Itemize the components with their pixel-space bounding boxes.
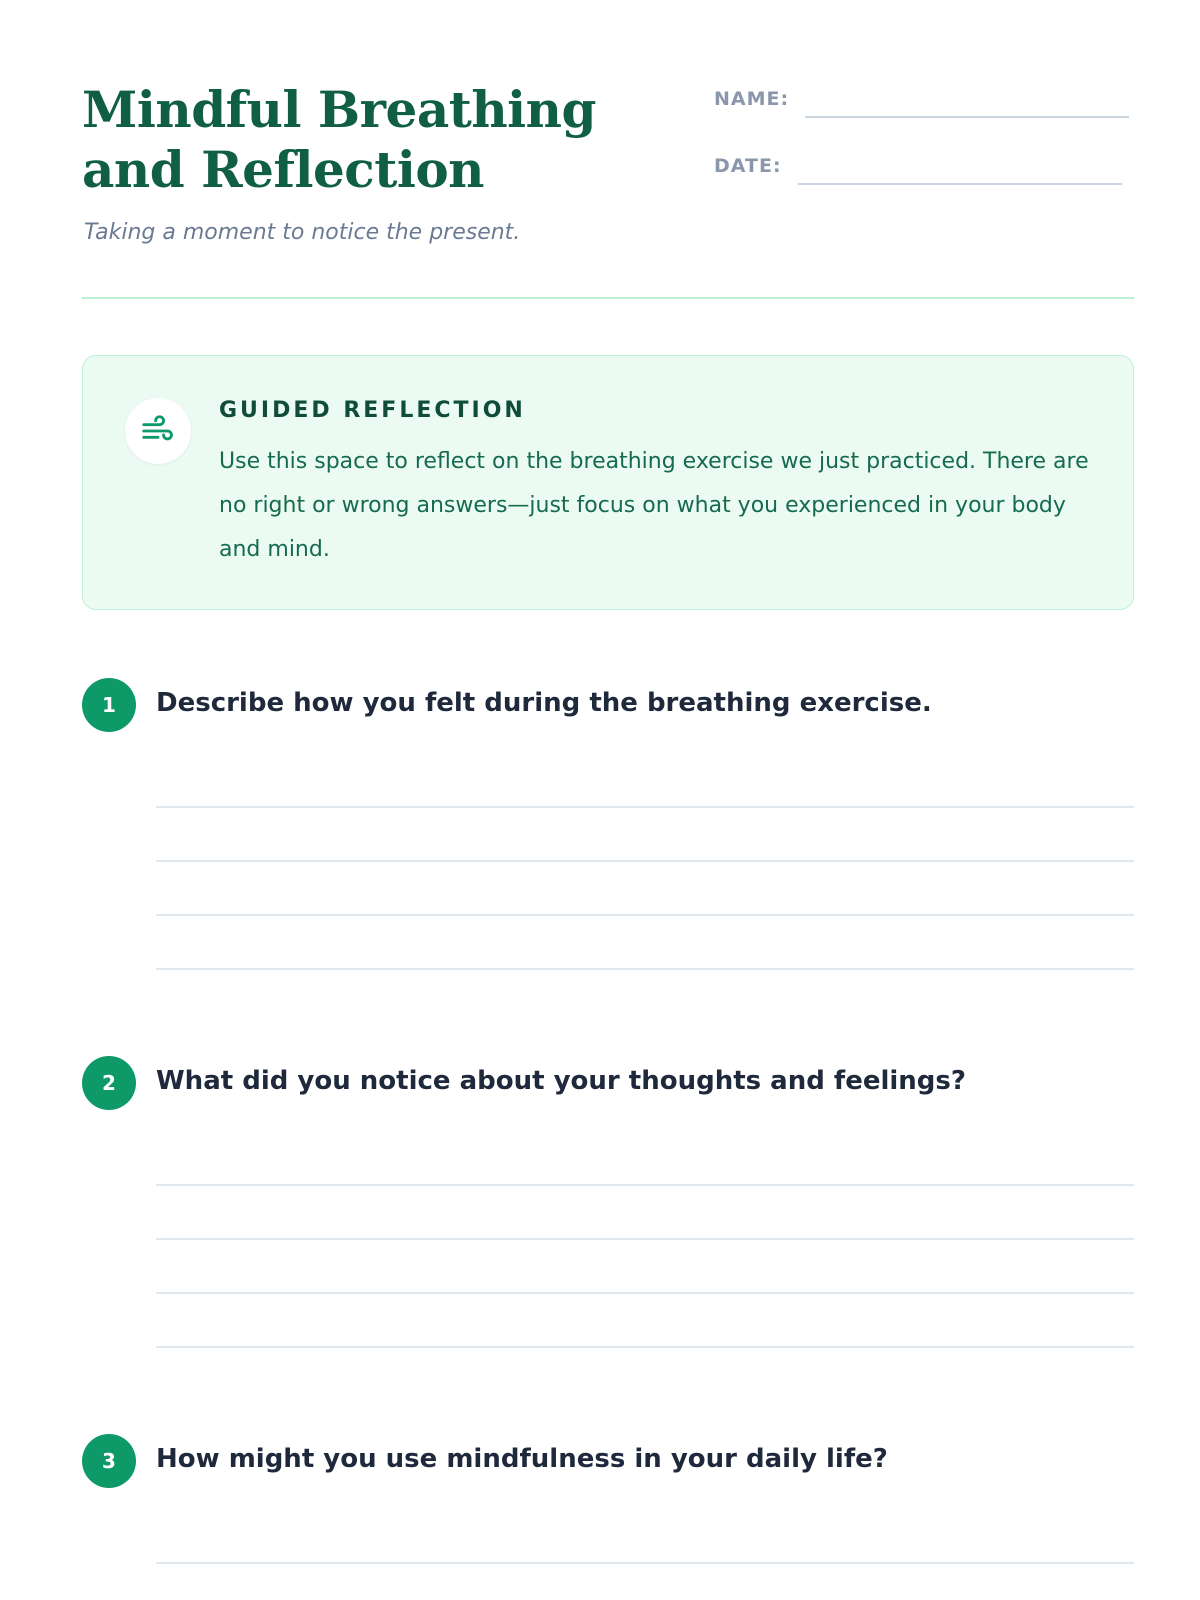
answer-line[interactable] (156, 914, 1134, 916)
guided-reflection-callout (82, 355, 1134, 610)
answer-line[interactable] (156, 1292, 1134, 1294)
header-divider (82, 297, 1134, 299)
callout-body: Use this space to reflect on the breathing exercise we just practiced. There are no right or wrong answers—just focus on what you experienced in your body and mind. (219, 449, 1089, 562)
worksheet-title: Mindful Breathing and Reflection (82, 80, 596, 199)
wind-icon (125, 398, 191, 464)
worksheet-subtitle: Taking a moment to notice the present. (84, 220, 521, 245)
name-label: NAME: (714, 88, 790, 110)
answer-line[interactable] (156, 968, 1134, 970)
question-number-badge: 1 (82, 678, 136, 732)
answer-line[interactable] (156, 806, 1134, 808)
question-text: Describe how you felt during the breathing exercise. (156, 688, 932, 718)
date-label: DATE: (714, 155, 782, 177)
name-input-line[interactable] (805, 88, 1129, 118)
answer-line[interactable] (156, 1346, 1134, 1348)
question-text: How might you use mindfulness in your daily life? (156, 1444, 888, 1474)
question-number-badge: 3 (82, 1434, 136, 1488)
callout-title: GUIDED REFLECTION (219, 398, 526, 423)
answer-line[interactable] (156, 860, 1134, 862)
answer-line[interactable] (156, 1238, 1134, 1240)
question-text: What did you notice about your thoughts and feelings? (156, 1066, 966, 1096)
answer-line[interactable] (156, 1562, 1134, 1564)
answer-line[interactable] (156, 1184, 1134, 1186)
date-field[interactable] (714, 155, 1122, 185)
date-input-line[interactable] (798, 155, 1122, 185)
name-field[interactable] (714, 88, 1129, 118)
question-number-badge: 2 (82, 1056, 136, 1110)
